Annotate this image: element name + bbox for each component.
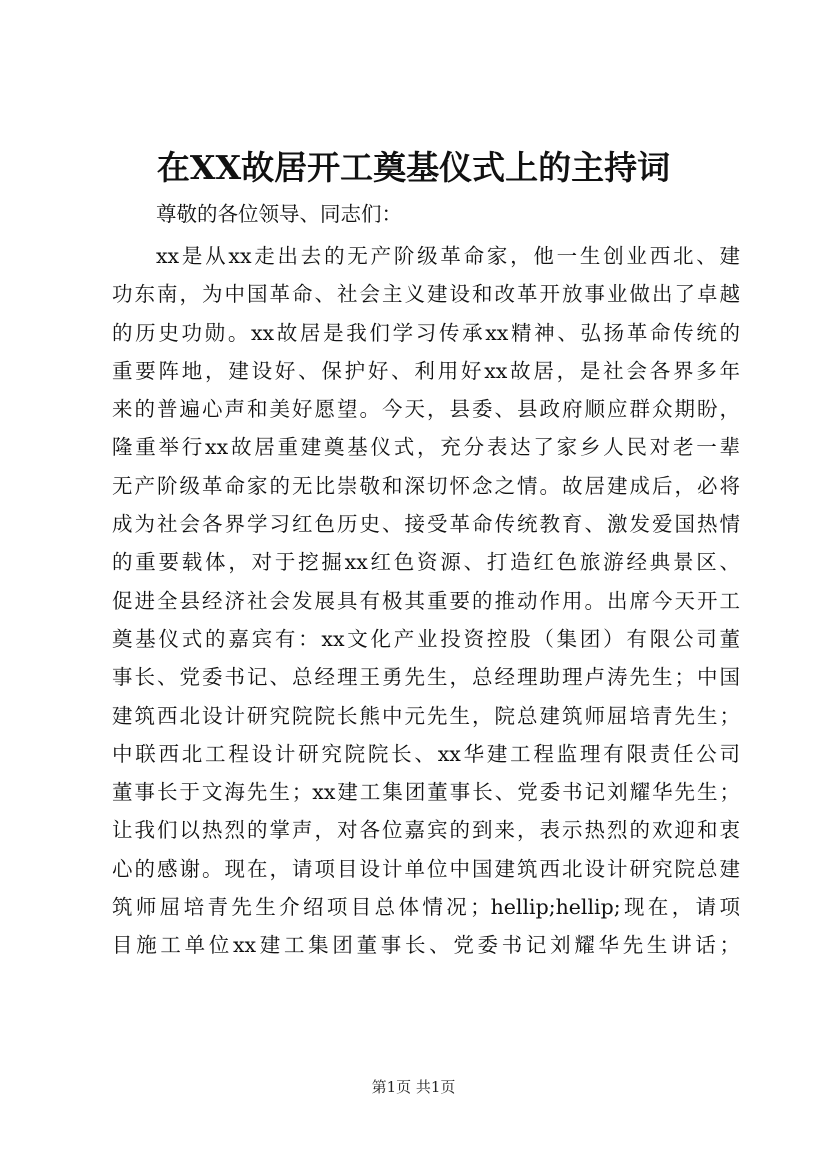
paragraph-line: 促进全县经济社会发展具有极其重要的推动作用。出席今天开工 xyxy=(112,588,740,613)
body-text xyxy=(112,237,740,965)
paragraph-line: 筑师屈培青先生介绍项目总体情况；hellip;hellip;现在，请项 xyxy=(112,895,740,920)
paragraph-line: 让我们以热烈的掌声，对各位嘉宾的到来，表示热烈的欢迎和衷 xyxy=(112,818,740,843)
paragraph-line: 奠基仪式的嘉宾有：xx文化产业投资控股（集团）有限公司董 xyxy=(112,626,740,651)
paragraph-line: 事长、党委书记、总经理王勇先生，总经理助理卢涛先生；中国 xyxy=(112,665,740,690)
paragraph-line: 的重要载体，对于挖掘xx红色资源、打造红色旅游经典景区、 xyxy=(112,550,740,575)
paragraph-line: 建筑西北设计研究院院长熊中元先生，院总建筑师屈培青先生； xyxy=(112,703,740,728)
paragraph-line: 来的普遍心声和美好愿望。今天，县委、县政府顺应群众期盼， xyxy=(112,397,740,422)
document-title: 在XX故居开工奠基仪式上的主持词 xyxy=(156,148,671,187)
page-number-footer: 第1页 共1页 xyxy=(371,1078,456,1096)
paragraph-line: 隆重举行xx故居重建奠基仪式，充分表达了家乡人民对老一辈 xyxy=(112,435,740,460)
paragraph-line: 成为社会各界学习红色历史、接受革命传统教育、激发爱国热情 xyxy=(112,512,740,537)
paragraph-line: xx是从xx走出去的无产阶级革命家，他一生创业西北、建 xyxy=(156,244,740,268)
greeting-line: 尊敬的各位领导、同志们： xyxy=(156,202,402,226)
paragraph-line: 无产阶级革命家的无比崇敬和深切怀念之情。故居建成后，必将 xyxy=(112,473,740,498)
paragraph-line: 的历史功勋。xx故居是我们学习传承xx精神、弘扬革命传统的 xyxy=(112,320,740,345)
paragraph-line: 中联西北工程设计研究院院长、xx华建工程监理有限责任公司 xyxy=(112,741,740,766)
paragraph-line: 董事长于文海先生；xx建工集团董事长、党委书记刘耀华先生； xyxy=(112,780,740,805)
paragraph-line: 重要阵地，建设好、保护好、利用好xx故居，是社会各界多年 xyxy=(112,358,740,383)
paragraph-line: 功东南，为中国革命、社会主义建设和改革开放事业做出了卓越 xyxy=(112,282,740,307)
paragraph-line: 目施工单位xx建工集团董事长、党委书记刘耀华先生讲话； xyxy=(112,933,740,958)
paragraph-line: 心的感谢。现在，请项目设计单位中国建筑西北设计研究院总建 xyxy=(112,856,740,881)
